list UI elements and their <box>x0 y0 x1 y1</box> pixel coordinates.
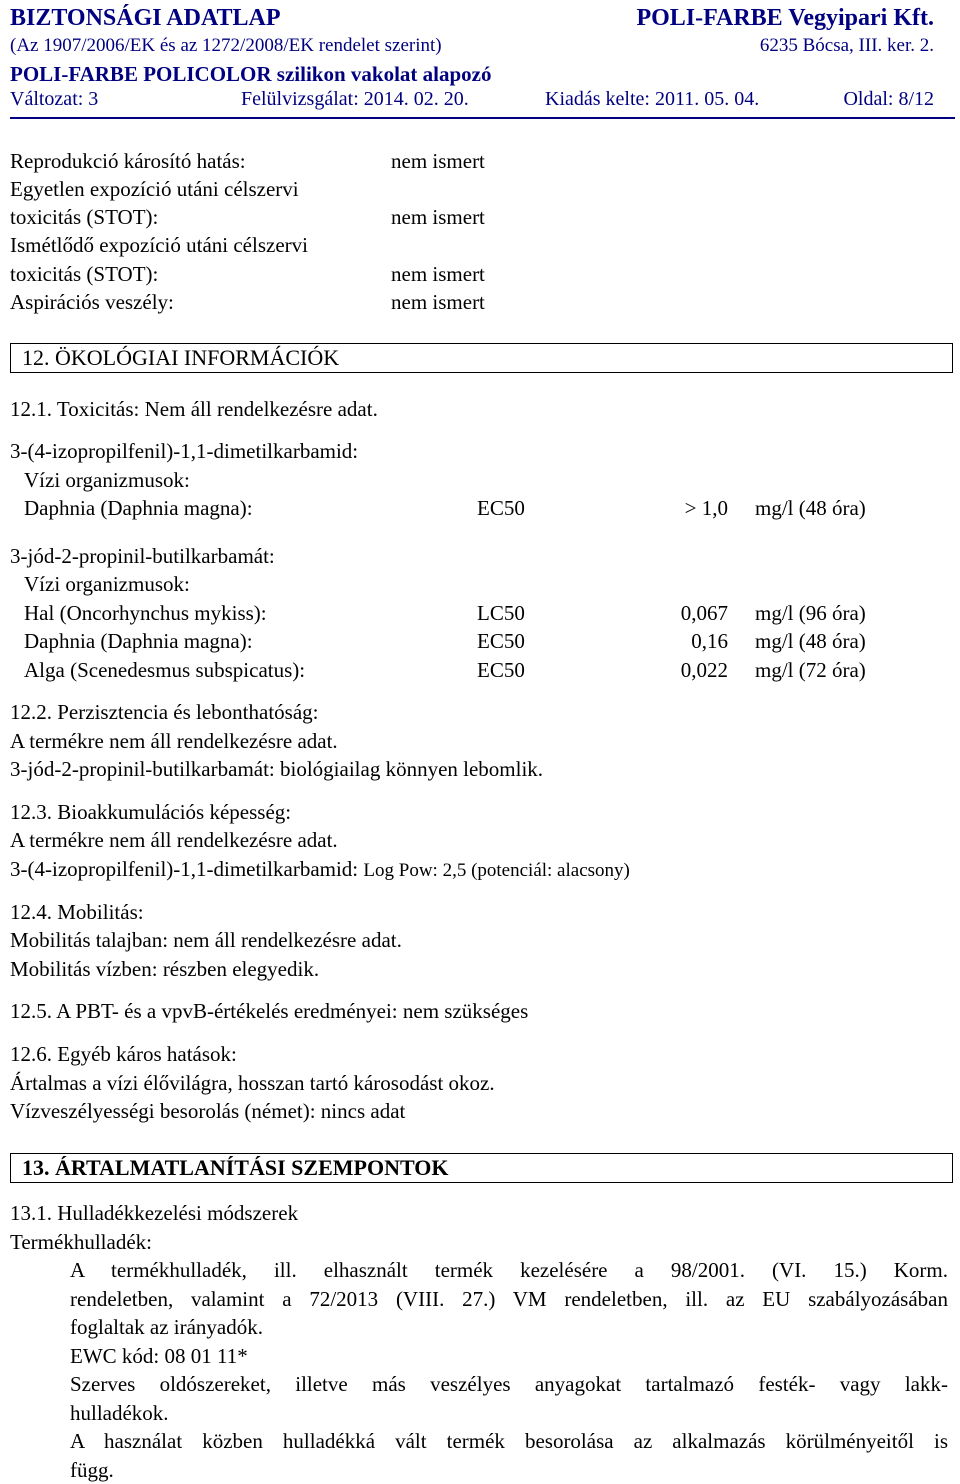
endpoint-type: EC50 <box>477 658 525 682</box>
substance-2-name: 3-jód-2-propinil-butilkarbamát: <box>10 544 275 568</box>
log-pow-value: Log Pow: 2,5 (potenciál: alacsony) <box>363 860 630 881</box>
document-title: BIZTONSÁGI ADATLAP <box>10 5 281 31</box>
revision-date: Felülvizsgálat: 2014. 02. 20. <box>241 88 469 110</box>
other-effects-heading: 12.6. Egyéb káros hatások: <box>10 1042 237 1066</box>
pbt-assessment: 12.5. A PBT- és a vpvB-értékelés eredményei: nem szükséges <box>10 999 529 1023</box>
substance-2-group: Vízi organizmusok: <box>24 572 190 596</box>
endpoint-type: EC50 <box>477 496 525 520</box>
endpoint-value: 0,067 <box>680 601 728 625</box>
issue-date: Kiadás kelte: 2011. 05. 04. <box>545 88 760 110</box>
section-13-title: 13. ÁRTALMATLANÍTÁSI SZEMPONTOK <box>22 1155 449 1180</box>
waste-methods-heading: 13.1. Hulladékkezelési módszerek <box>10 1201 299 1225</box>
endpoint-value: > 1,0 <box>684 496 728 520</box>
persistence-heading: 12.2. Perzisztencia és lebonthatóság: <box>10 700 319 724</box>
substance-1-name: 3-(4-izopropilfenil)-1,1-dimetilkarbamid: <box>10 439 359 463</box>
waste-para-1-line-1: A termékhulladék, ill. elhasznált termék kezelésére a 98/2001. (VI. 15.) Korm. <box>70 1258 948 1282</box>
section-13-header <box>10 1153 953 1183</box>
stot-repeat-label-1: Ismétlődő expozíció utáni célszervi <box>10 233 308 257</box>
endpoint-unit: mg/l (72 óra) <box>755 658 866 682</box>
stot-single-label-2: toxicitás (STOT): <box>10 205 159 229</box>
stot-repeat-value: nem ismert <box>391 262 485 286</box>
organism: Alga (Scenedesmus subspicatus): <box>24 658 306 682</box>
regulation-note: (Az 1907/2006/EK és az 1272/2008/EK rendelet szerint) <box>10 35 442 56</box>
waste-para-1-line-2: rendeletben, valamint a 72/2013 (VIII. 27.) VM rendeletben, ill. az EU szabályozásában <box>70 1287 948 1311</box>
mobility-heading: 12.4. Mobilitás: <box>10 900 144 924</box>
endpoint-type: LC50 <box>477 601 525 625</box>
stot-single-value: nem ismert <box>391 205 485 229</box>
endpoint-unit: mg/l (96 óra) <box>755 601 866 625</box>
waste-para-3-line-1: A használat közben hulladékká vált termék besorolása az alkalmazás körülményeitől is <box>70 1429 948 1453</box>
bioaccumulation-substance: 3-(4-izopropilfenil)-1,1-dimetilkarbamid: <box>10 857 359 881</box>
reproductive-value: nem ismert <box>391 149 485 173</box>
other-effects-line-2: Vízveszélyességi besorolás (német): nincs adat <box>10 1099 406 1123</box>
page-number: Oldal: 8/12 <box>843 88 934 110</box>
ewc-code: EWC kód: 08 01 11* <box>70 1344 248 1368</box>
product-name: POLI-FARBE POLICOLOR szilikon vakolat alapozó <box>10 62 492 86</box>
bioaccumulation-line-1: A termékre nem áll rendelkezésre adat. <box>10 828 338 852</box>
bioaccumulation-line-2 <box>10 855 630 885</box>
organism: Daphnia (Daphnia magna): <box>24 496 253 520</box>
aspiration-value: nem ismert <box>391 290 485 314</box>
endpoint-unit: mg/l (48 óra) <box>755 629 866 653</box>
section-12-title: 12. ÖKOLÓGIAI INFORMÁCIÓK <box>22 345 340 370</box>
waste-para-2-line-2: hulladékok. <box>70 1401 169 1425</box>
aspiration-label: Aspirációs veszély: <box>10 290 174 314</box>
substance-1-group: Vízi organizmusok: <box>24 468 190 492</box>
mobility-line-1: Mobilitás talajban: nem áll rendelkezésre adat. <box>10 928 402 952</box>
endpoint-type: EC50 <box>477 629 525 653</box>
organism: Hal (Oncorhynchus mykiss): <box>24 601 267 625</box>
section-12-header <box>10 343 953 373</box>
bioaccumulation-heading: 12.3. Bioakkumulációs képesség: <box>10 800 292 824</box>
persistence-line-1: A termékre nem áll rendelkezésre adat. <box>10 729 338 753</box>
toxicity-heading: 12.1. Toxicitás: Nem áll rendelkezésre adat. <box>10 397 378 421</box>
waste-para-2-line-1: Szerves oldószereket, illetve más veszélyes anyagokat tartalmazó festék- vagy lakk- <box>70 1372 948 1396</box>
endpoint-value: 0,022 <box>680 658 728 682</box>
endpoint-value: 0,16 <box>691 629 728 653</box>
endpoint-unit: mg/l (48 óra) <box>755 496 866 520</box>
stot-single-label-1: Egyetlen expozíció utáni célszervi <box>10 177 299 201</box>
waste-para-1-line-3: foglaltak az irányadók. <box>70 1315 263 1339</box>
organism: Daphnia (Daphnia magna): <box>24 629 253 653</box>
product-waste-label: Termékhulladék: <box>10 1230 152 1254</box>
waste-para-3-line-2: függ. <box>70 1458 114 1482</box>
header-rule <box>10 117 955 119</box>
reproductive-label: Reprodukció károsító hatás: <box>10 149 246 173</box>
persistence-line-2: 3-jód-2-propinil-butilkarbamát: biológiailag könnyen lebomlik. <box>10 757 544 781</box>
other-effects-line-1: Ártalmas a vízi élővilágra, hosszan tartó károsodást okoz. <box>10 1071 495 1095</box>
mobility-line-2: Mobilitás vízben: részben elegyedik. <box>10 957 320 981</box>
company-address: 6235 Bócsa, III. ker. 2. <box>759 35 934 56</box>
version-label: Változat: 3 <box>10 88 99 110</box>
company-name: POLI-FARBE Vegyipari Kft. <box>636 5 934 31</box>
stot-repeat-label-2: toxicitás (STOT): <box>10 262 159 286</box>
